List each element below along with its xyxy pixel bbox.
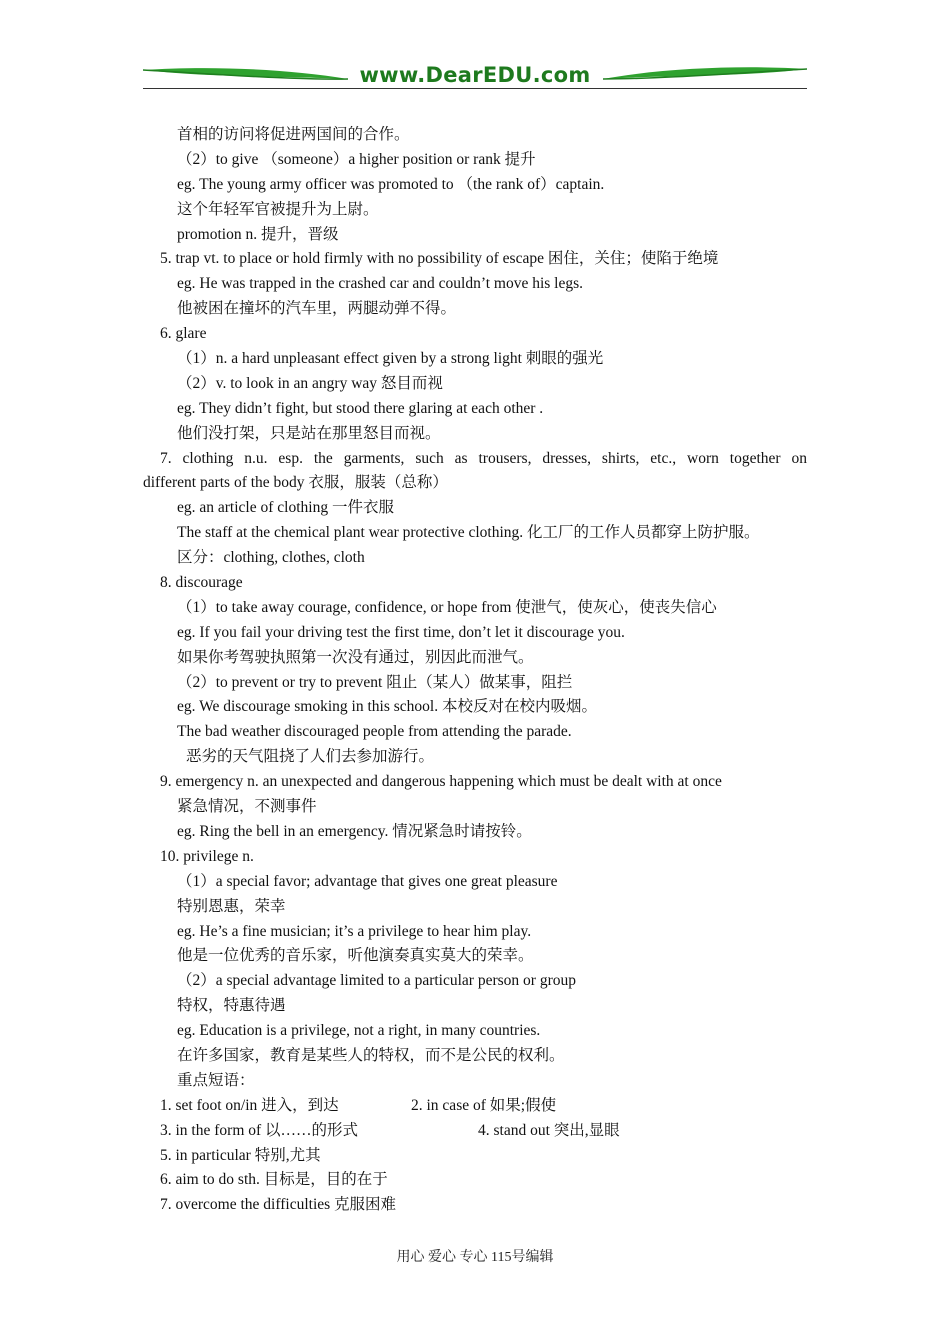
text-line: 首相的访问将促进两国间的合作。 <box>177 126 410 143</box>
phrase-item: 5. in particular 特别,尤其 <box>160 1146 321 1164</box>
text-line: 恶劣的天气阻挠了人们去参加游行。 <box>186 748 435 766</box>
phrase-item: 7. overcome the difficulties 克服困难 <box>160 1196 397 1214</box>
text-line: 他们没打架，只是站在那里怒目而视。 <box>177 424 441 442</box>
text-line: 这个年轻军官被提升为上尉。 <box>177 200 379 218</box>
text-line: 在许多国家，教育是某些人的特权，而不是公民的权利。 <box>177 1046 565 1064</box>
text-line: 他被困在撞坏的汽车里，两腿动弹不得。 <box>177 300 457 318</box>
main-content <box>143 123 807 1218</box>
entry-heading: 8. discourage <box>160 574 243 592</box>
text-line: 紧急情况，不测事件 <box>177 798 317 816</box>
entry-heading: 6. glare <box>160 325 207 343</box>
page-footer: 用心 爱心 专心 115号编辑 <box>396 1250 554 1265</box>
header-rule <box>143 88 807 89</box>
phrase-item: 4. stand out 突出,显眼 <box>478 1121 620 1139</box>
text-line: 他是一位优秀的音乐家，听他演奏真实莫大的荣幸。 <box>177 947 534 965</box>
entry-heading: 10. privilege n. <box>160 847 254 865</box>
text-line: （1）n. a hard unpleasant effect given by a strong light 刺眼的强光 <box>177 350 604 368</box>
phrase-item: 1. set foot on/in 进入，到达 <box>160 1096 339 1114</box>
entry-heading: 9. emergency n. an unexpected and dangerous happening which must be dealt with at once <box>160 773 722 791</box>
text-line: promotion n. 提升，晋级 <box>177 225 339 243</box>
text-line: different parts of the body 衣服，服装（总称） <box>143 474 448 492</box>
text-line: （2）v. to look in an angry way 怒目而视 <box>177 374 443 392</box>
text-line: eg. Education is a privilege, not a right, in many countries. <box>177 1022 541 1040</box>
text-line: （2）to prevent or try to prevent 阻止（某人）做某事，阻拦 <box>177 673 573 691</box>
text-line: eg. They didn’t fight, but stood there glaring at each other . <box>177 399 544 417</box>
page-header <box>143 62 807 90</box>
phrase-item: 3. in the form of 以……的形式 <box>160 1121 359 1139</box>
entry-heading: 7. clothing n.u. esp. the garments, such as trousers, dresses, shirts, etc., worn together on <box>160 449 807 467</box>
text-line: eg. We discourage smoking in this school. 本校反对在校内吸烟。 <box>177 698 597 716</box>
text-line: 如果你考驾驶执照第一次没有通过，别因此而泄气。 <box>177 648 534 666</box>
phrase-row <box>143 1168 807 1193</box>
section-heading: 重点短语： <box>177 1071 255 1089</box>
text-line: eg. If you fail your driving test the first time, don’t let it discourage you. <box>177 623 625 641</box>
text-line: The bad weather discouraged people from attending the parade. <box>177 723 572 741</box>
text-line: 特别恩惠，荣幸 <box>177 897 286 915</box>
text-line: （2）a special advantage limited to a particular person or group <box>177 972 576 990</box>
text-line: （1）to take away courage, confidence, or hope from 使泄气，使灰心，使丧失信心 <box>177 598 717 616</box>
text-line: eg. He’s a fine musician; it’s a privilege to hear him play. <box>177 922 532 940</box>
entry-heading: 5. trap vt. to place or hold firmly with no possibility of escape 困住，关住；使陷于绝境 <box>160 250 719 268</box>
text-line: eg. Ring the bell in an emergency. 情况紧急时请按铃。 <box>177 822 532 840</box>
text-line: eg. He was trapped in the crashed car and couldn’t move his legs. <box>177 275 584 293</box>
text-line: eg. an article of clothing 一件衣服 <box>177 499 394 517</box>
site-logo-text[interactable]: www.DearEDU.com <box>359 63 591 87</box>
phrase-row <box>143 1193 807 1218</box>
phrase-item: 2. in case of 如果;假使 <box>411 1096 557 1114</box>
text-line: （2）to give （someone）a higher position or rank 提升 <box>177 150 536 168</box>
text-line: eg. The young army officer was promoted to （the rank of）captain. <box>177 175 605 193</box>
text-line: （1）a special favor; advantage that gives one great pleasure <box>177 872 558 890</box>
text-line: The staff at the chemical plant wear protective clothing. 化工厂的工作人员都穿上防护服。 <box>177 524 760 542</box>
phrase-row <box>143 1094 807 1119</box>
phrase-row <box>143 1119 807 1144</box>
phrase-row <box>143 1144 807 1169</box>
text-line: 特权，特惠待遇 <box>177 997 286 1015</box>
text-line: 区分：clothing, clothes, cloth <box>177 549 365 567</box>
phrase-item: 6. aim to do sth. 目标是，目的在于 <box>160 1171 388 1189</box>
